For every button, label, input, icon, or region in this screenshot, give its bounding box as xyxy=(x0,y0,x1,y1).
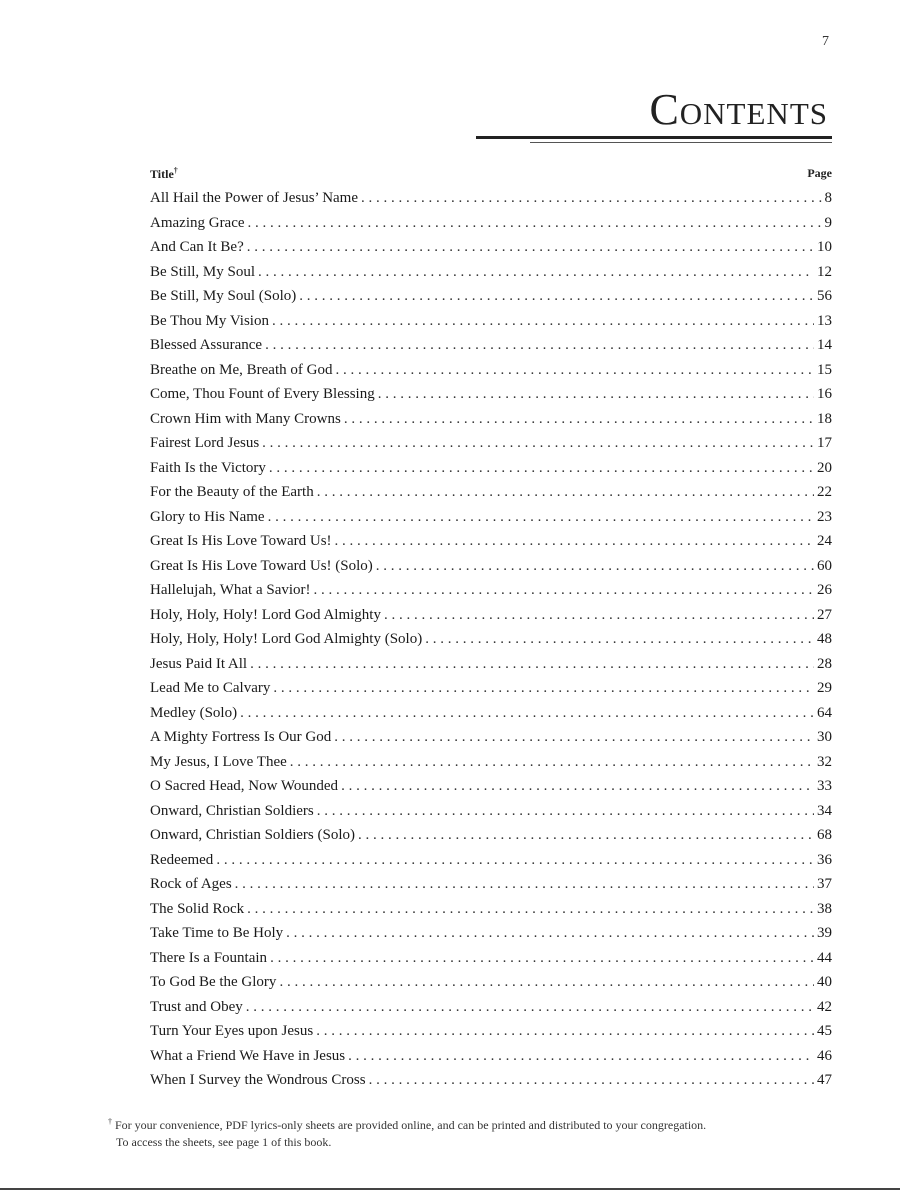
toc-entry-page: 46 xyxy=(817,1047,832,1064)
toc-entry-title: Jesus Paid It All xyxy=(150,655,248,672)
dot-leader xyxy=(335,529,814,554)
toc-entry xyxy=(150,897,832,922)
toc-entry-page: 47 xyxy=(817,1072,832,1088)
toc-entry-page: 24 xyxy=(817,533,832,549)
page-column-header: Page xyxy=(807,166,832,180)
toc-entry-page: 42 xyxy=(817,998,832,1015)
toc-entry xyxy=(150,358,832,383)
toc-entry-title: Faith Is the Victory xyxy=(150,459,266,476)
toc-entry-page: 23 xyxy=(817,508,832,525)
toc-entry-page: 16 xyxy=(817,386,832,402)
toc-entry-title: All Hail the Power of Jesus’ Name xyxy=(150,190,359,206)
dot-leader xyxy=(335,358,814,383)
dot-leader xyxy=(358,823,814,848)
toc-entry-title: Great Is His Love Toward Us! (Solo) xyxy=(150,557,373,574)
footnote-line-2: To access the sheets, see page 1 of this book. xyxy=(116,1135,332,1149)
toc-entry-page: 10 xyxy=(817,239,832,255)
footnote xyxy=(108,1113,828,1151)
dot-leader xyxy=(286,921,814,946)
toc-entry xyxy=(150,970,832,995)
toc-entry xyxy=(150,333,832,358)
dot-leader xyxy=(348,1044,814,1069)
toc-entry xyxy=(150,995,832,1020)
dot-leader xyxy=(247,897,814,922)
toc-entry-page: 8 xyxy=(824,190,832,206)
toc-entry-page: 27 xyxy=(817,606,832,623)
toc-entry xyxy=(150,480,832,505)
toc-entry-page: 34 xyxy=(817,802,832,819)
toc-entry-page: 22 xyxy=(817,484,832,500)
toc-entry-title: Breathe on Me, Breath of God xyxy=(150,361,333,378)
toc-entry-page: 48 xyxy=(817,631,832,647)
dot-leader xyxy=(317,480,814,505)
toc-entry-page: 12 xyxy=(817,263,832,280)
dot-leader xyxy=(247,235,814,260)
dot-leader xyxy=(246,995,814,1020)
toc-entry-title: Glory to His Name xyxy=(150,508,265,525)
toc-entry-title: When I Survey the Wondrous Cross xyxy=(150,1072,366,1088)
dot-leader xyxy=(279,970,814,995)
toc-entry-title: For the Beauty of the Earth xyxy=(150,484,314,500)
toc-entry xyxy=(150,431,832,456)
dot-leader xyxy=(273,676,814,701)
toc-entry-page: 45 xyxy=(817,1023,832,1039)
toc-entry xyxy=(150,186,832,211)
dot-leader xyxy=(344,407,814,432)
toc-entry-title: Onward, Christian Soldiers (Solo) xyxy=(150,827,355,843)
toc-entry-title: Holy, Holy, Holy! Lord God Almighty (Solo) xyxy=(150,631,423,647)
toc-entry xyxy=(150,529,832,554)
toc-entry-page: 32 xyxy=(817,753,832,770)
toc-entry xyxy=(150,946,832,971)
toc-entry-title: O Sacred Head, Now Wounded xyxy=(150,778,339,794)
toc-entry-page: 17 xyxy=(817,435,832,451)
toc-entry-title: Trust and Obey xyxy=(150,998,243,1015)
toc-entry-page: 68 xyxy=(817,827,832,843)
toc-entry-page: 56 xyxy=(817,288,832,304)
toc-entry xyxy=(150,284,832,309)
toc-entry-page: 28 xyxy=(817,655,832,672)
toc-entry-title: Turn Your Eyes upon Jesus xyxy=(150,1023,314,1039)
toc-entry-page: 20 xyxy=(817,459,832,476)
title-column-header: Title† xyxy=(150,166,178,181)
toc-entry-page: 40 xyxy=(817,974,832,990)
toc-entry-title: Come, Thou Fount of Every Blessing xyxy=(150,386,375,402)
dot-leader xyxy=(235,872,814,897)
toc-entry-title: Redeemed xyxy=(150,851,214,868)
toc-entry xyxy=(150,823,832,848)
dot-leader xyxy=(425,627,814,652)
toc-entry xyxy=(150,1068,832,1093)
dot-leader xyxy=(317,799,814,824)
toc-entry-page: 9 xyxy=(824,214,832,231)
toc-entry xyxy=(150,309,832,334)
dot-leader xyxy=(270,946,814,971)
toc-entry-title: Take Time to Be Holy xyxy=(150,925,284,941)
toc-entry-title: Rock of Ages xyxy=(150,876,232,892)
title-rule-thick xyxy=(476,136,832,139)
toc-entry-title: To God Be the Glory xyxy=(150,974,277,990)
dot-leader xyxy=(262,431,814,456)
toc-entry xyxy=(150,676,832,701)
toc-entry-title: Crown Him with Many Crowns xyxy=(150,410,341,427)
toc-entry xyxy=(150,627,832,652)
dot-leader xyxy=(384,603,814,628)
dot-leader xyxy=(265,333,814,358)
toc-entry xyxy=(150,505,832,530)
dot-leader xyxy=(272,309,814,334)
toc-entry-title: And Can It Be? xyxy=(150,239,244,255)
toc-entry-title: My Jesus, I Love Thee xyxy=(150,753,287,770)
toc-entry-page: 39 xyxy=(817,925,832,941)
toc-entry xyxy=(150,554,832,579)
toc-entry xyxy=(150,603,832,628)
dot-leader xyxy=(378,382,814,407)
toc-entry-page: 29 xyxy=(817,680,832,696)
toc-entry xyxy=(150,382,832,407)
dot-leader xyxy=(268,505,814,530)
dot-leader xyxy=(250,652,814,677)
toc-entry xyxy=(150,725,832,750)
toc-entry-page: 30 xyxy=(817,729,832,745)
toc-entry xyxy=(150,848,832,873)
toc-entry xyxy=(150,1044,832,1069)
toc-entry xyxy=(150,407,832,432)
dot-leader xyxy=(248,211,822,236)
toc-entry-title: Amazing Grace xyxy=(150,214,245,231)
toc-entry-title: Lead Me to Calvary xyxy=(150,680,271,696)
toc-entry-page: 64 xyxy=(817,704,832,721)
toc-entry xyxy=(150,578,832,603)
toc-entry-page: 18 xyxy=(817,410,832,427)
toc-entry-title: A Mighty Fortress Is Our God xyxy=(150,729,332,745)
toc-entry-title: Onward, Christian Soldiers xyxy=(150,802,314,819)
toc-entry xyxy=(150,1019,832,1044)
toc-entry-page: 14 xyxy=(817,337,832,353)
toc-entry-title: Blessed Assurance xyxy=(150,337,263,353)
dot-leader xyxy=(269,456,814,481)
dot-leader xyxy=(216,848,814,873)
dot-leader xyxy=(316,1019,814,1044)
title-rule-thin xyxy=(530,142,832,143)
toc-entry-title: There Is a Fountain xyxy=(150,949,268,966)
column-headers xyxy=(150,166,832,182)
page-title: Contents xyxy=(649,85,828,134)
toc-entry-title: Great Is His Love Toward Us! xyxy=(150,533,332,549)
dot-leader xyxy=(341,774,814,799)
dot-leader xyxy=(369,1068,814,1093)
toc-entry-title: Holy, Holy, Holy! Lord God Almighty xyxy=(150,606,381,623)
dot-leader xyxy=(314,578,814,603)
toc-entry-page: 36 xyxy=(817,851,832,868)
page-bottom-rule xyxy=(0,1188,900,1190)
toc-entry xyxy=(150,701,832,726)
dot-leader xyxy=(299,284,814,309)
toc-entry-page: 33 xyxy=(817,778,832,794)
toc-entry-page: 38 xyxy=(817,900,832,917)
toc-entry-title: Be Thou My Vision xyxy=(150,312,269,329)
table-of-contents xyxy=(150,186,832,1093)
toc-entry-title: Be Still, My Soul xyxy=(150,263,256,280)
toc-entry xyxy=(150,750,832,775)
footnote-marker: † xyxy=(108,1117,112,1126)
toc-entry-title: Be Still, My Soul (Solo) xyxy=(150,288,297,304)
toc-entry-title: What a Friend We Have in Jesus xyxy=(150,1047,346,1064)
footnote-marker: † xyxy=(173,166,178,175)
toc-entry-title: Hallelujah, What a Savior! xyxy=(150,582,311,598)
toc-entry xyxy=(150,235,832,260)
toc-entry xyxy=(150,774,832,799)
dot-leader xyxy=(376,554,814,579)
toc-entry xyxy=(150,872,832,897)
toc-entry-page: 44 xyxy=(817,949,832,966)
toc-entry xyxy=(150,456,832,481)
dot-leader xyxy=(361,186,821,211)
page-number: 7 xyxy=(822,34,829,49)
dot-leader xyxy=(290,750,814,775)
toc-entry-page: 37 xyxy=(817,876,832,892)
dot-leader xyxy=(240,701,814,726)
toc-entry-page: 26 xyxy=(817,582,832,598)
toc-entry xyxy=(150,921,832,946)
toc-entry-page: 60 xyxy=(817,557,832,574)
toc-entry xyxy=(150,211,832,236)
dot-leader xyxy=(334,725,814,750)
toc-entry-page: 15 xyxy=(817,361,832,378)
toc-entry-page: 13 xyxy=(817,312,832,329)
toc-entry xyxy=(150,652,832,677)
footnote-line-1: † For your convenience, PDF lyrics-only sheets are provided online, and can be printed and distributed to your congregation. xyxy=(108,1117,707,1132)
toc-entry xyxy=(150,260,832,285)
dot-leader xyxy=(258,260,814,285)
toc-entry-title: Fairest Lord Jesus xyxy=(150,435,260,451)
toc-entry xyxy=(150,799,832,824)
toc-entry-title: Medley (Solo) xyxy=(150,704,238,721)
toc-entry-title: The Solid Rock xyxy=(150,900,245,917)
